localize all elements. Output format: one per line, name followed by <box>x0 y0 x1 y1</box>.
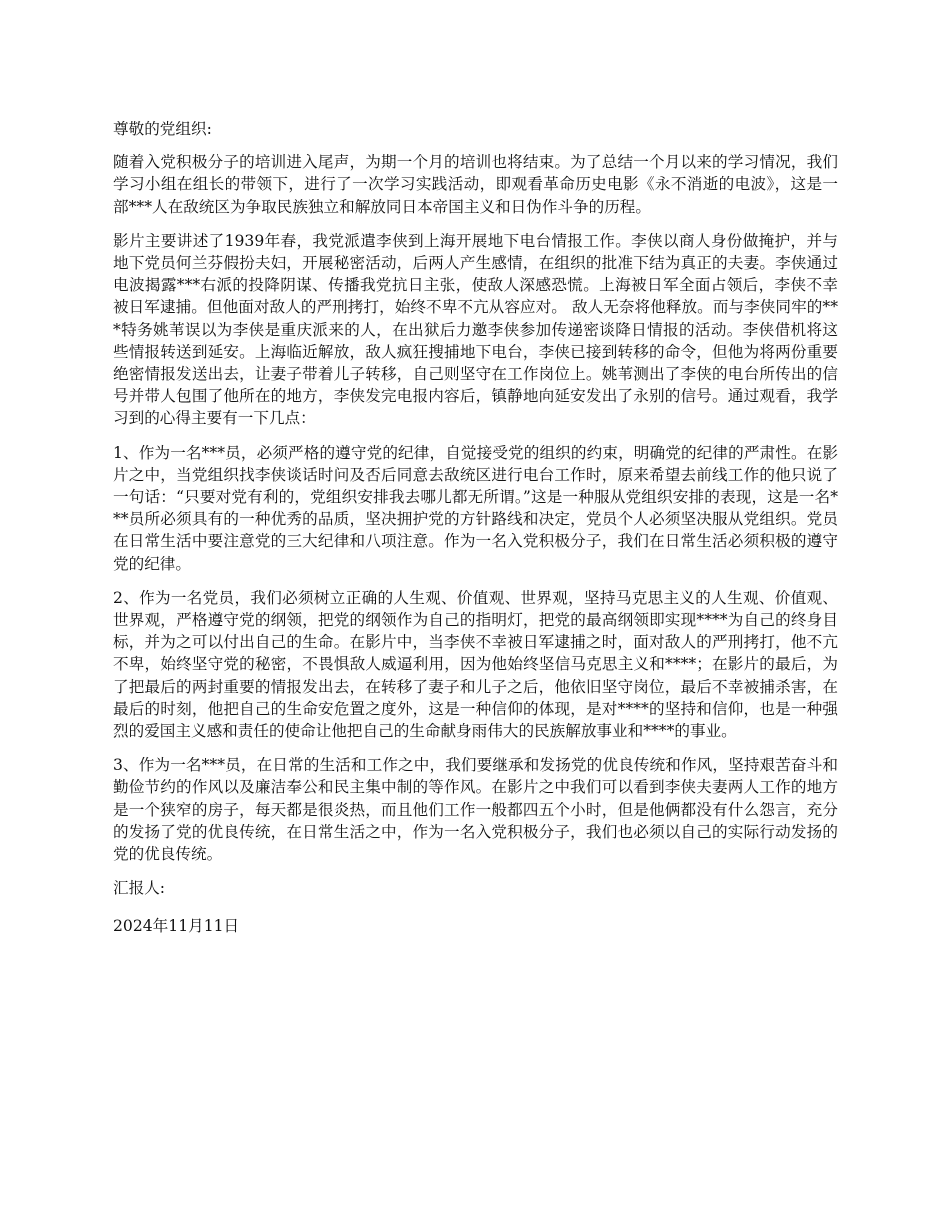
report-date: 2024年11月11日 <box>113 916 240 935</box>
paragraph-point-1: 1、作为一名***员，必须严格的遵守党的纪律，自觉接受党的组织的约束，明确党的纪律的严肃性。在影片之中，当党组织找李侠谈话时问及否后同意去敌统区进行电台工作时，原来希望去前线工作的他只说了一句话：“只要对党有利的，党组织安排我去哪儿都无所谓。”这是一种服从党组织安排的表现，这是一名***员所必须具有的一种优秀的品质，坚决拥护党的方针路线和决定，党员个人必须坚决服从党组织。党员在日常生活中要注意党的三大纪律和八项注意。作为一名入党积极分子，我们在日常生活必须积极的遵守党的纪律。 <box>113 443 838 573</box>
paragraph-plot-summary: 影片主要讲述了1939年春，我党派遣李侠到上海开展地下电台情报工作。李侠以商人身份做掩护，并与地下党员何兰芬假扮夫妇，开展秘密活动，后两人产生感情，在组织的批准下结为真正的夫妻。李侠通过电波揭露***右派的投降阴谋、传播我党抗日主张，使敌人深感恐慌。上海被日军全面占领后，李侠不幸被日军逮捕。但他面对敌人的严刑拷打，始终不卑不亢从容应对。 敌人无奈将他释放。而与李侠同牢的***特务姚苇误以为李侠是重庆派来的人，在出狱后力邀李侠参加传递密谈降日情报的活动。李侠借机将这些情报转送到延安。上海临近解放，敌人疯狂搜捕地下电台，李侠已接到转移的命令，但他为将两份重要绝密情报发送出去，让妻子带着儿子转移，自己则坚守在工作岗位上。姚苇测出了李侠的电台所传出的信号并带人包围了他所在的地方，李侠发完电报内容后，镇静地向延安发出了永别的信号。通过观看，我学习到的心得主要有一下几点： <box>113 231 838 428</box>
salutation: 尊敬的党组织: <box>113 120 212 138</box>
paragraph-intro: 随着入党积极分子的培训进入尾声，为期一个月的培训也将结束。为了总结一个月以来的学习情况，我们学习小组在组长的带领下，进行了一次学习实践活动，即观看革命历史电影《永不消逝的电波》，这是一部***人在敌统区为争取民族独立和解放同日本帝国主义和日伪作斗争的历程。 <box>113 153 838 216</box>
paragraph-point-3: 3、作为一名***员，在日常的生活和工作之中，我们要继承和发扬党的优良传统和作风，坚持艰苦奋斗和勤俭节约的作风以及廉洁奉公和民主集中制的等作风。在影片之中我们可以看到李侠夫妻两人工作的地方是一个狭窄的房子，每天都是很炎热，而且他们工作一般都四五个小时，但是他俩都没有什么怨言，充分的发扬了党的优良传统，在日常生活之中，作为一名入党积极分子，我们也必须以自己的实际行动发扬的党的优良传统。 <box>113 756 838 864</box>
paragraph-point-2: 2、作为一名党员，我们必须树立正确的人生观、价值观、世界观，坚持马克思主义的人生观、价值观、世界观，严格遵守党的纲领，把党的纲领作为自己的指明灯，把党的最高纲领即实现****为自己的终身目标，并为之可以付出自己的生命。在影片中，当李侠不幸被日军逮捕之时，面对敌人的严刑拷打，他不亢不卑，始终坚守党的秘密，不畏惧敌人威逼利用，因为他始终坚信马克思主义和****；在影片的最后，为了把最后的两封重要的情报发出去，在转移了妻子和儿子之后，他依旧坚守岗位，最后不幸被捕杀害，在最后的时刻，他把自己的生命安危置之度外，这是一种信仰的体现，是对****的坚持和信仰，也是一种强烈的爱国主义感和责任的使命让他把自己的生命献身雨伟大的民族解放事业和****的事业。 <box>113 588 838 741</box>
reporter-label: 汇报人: <box>113 879 166 898</box>
document-page <box>113 118 838 937</box>
